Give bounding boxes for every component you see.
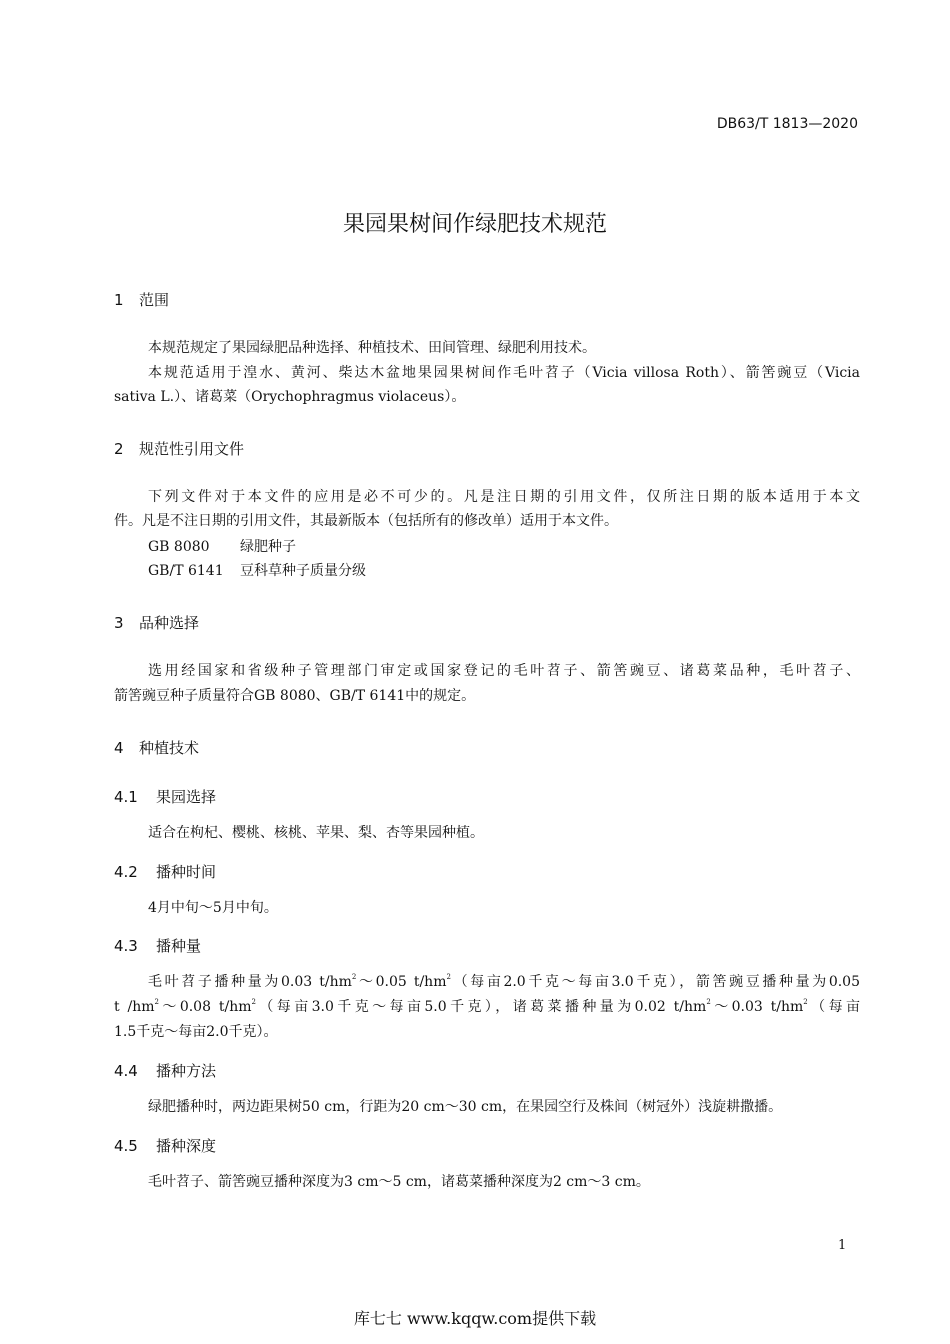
section-title: 品种选择: [139, 614, 200, 632]
section-3-heading: [114, 612, 199, 633]
sowing-depth-text: 毛叶苕子、箭筈豌豆播种深度为3 cm～5 cm，诸葛菜播种深度为2 cm～3 cm。: [148, 1174, 650, 1190]
section-number: 4: [114, 739, 124, 757]
references-intro-line-1: 下列文件对于本文件的应用是必不可少的。凡是注日期的引用文件，仅所注日期的版本适用于本文: [148, 489, 860, 505]
subsection-title: 播种时间: [156, 863, 217, 881]
seeding-rate-line-2: t $/hm^2\sim 0.08$ $t/hm^2$（每亩3.0千克～每亩5.0千克），诸葛菜播种量为0.02 $t/hm^2\sim 0.03$ $t/hm^2$（每亩: [114, 998, 861, 1015]
download-source-footer: 库七七 www.kqqw.com提供下载: [353, 1309, 597, 1328]
subsection-4-2-heading: [114, 861, 216, 882]
orchard-selection-text: 适合在枸杞、樱桃、核桃、苹果、梨、杏等果园种植。: [148, 825, 484, 841]
subsection-title: 播种方法: [156, 1062, 217, 1080]
page-number: 1: [838, 1238, 847, 1253]
subsection-4-3-heading: [114, 935, 201, 956]
subsection-title: 果园选择: [156, 788, 217, 806]
reference-item: [148, 559, 366, 583]
variety-paragraph-line-2: 箭筈豌豆种子质量符合GB 8080、GB/T 6141中的规定。: [114, 688, 476, 704]
subsection-number: 4.3: [114, 937, 138, 955]
subsection-4-4-heading: [114, 1060, 216, 1081]
references-intro-line-2: 件。凡是不注日期的引用文件，其最新版本（包括所有的修改单）适用于本文件。: [114, 513, 618, 529]
variety-paragraph-line-1: 选用经国家和省级种子管理部门审定或国家登记的毛叶苕子、箭筈豌豆、诸葛菜品种，毛叶苕子、: [148, 663, 860, 679]
section-2-heading: [114, 438, 244, 459]
reference-item: [148, 535, 296, 559]
scope-paragraph-2-line-1: 本规范适用于湟水、黄河、柴达木盆地果园果树间作毛叶苕子（Vicia villosa Roth）、箭筈豌豆（Vicia: [148, 365, 860, 381]
subsection-title: 播种深度: [156, 1137, 217, 1155]
reference-code: GB 8080: [148, 539, 210, 555]
reference-name: 绿肥种子: [240, 539, 296, 555]
reference-name: 豆科草种子质量分级: [240, 563, 366, 579]
scope-paragraph-2-line-2: sativa L.）、诸葛菜（Orychophragmus violaceus）。: [114, 389, 466, 405]
subsection-number: 4.5: [114, 1137, 138, 1155]
document-code: DB63/T 1813—2020: [716, 116, 858, 132]
sowing-time-text: 4月中旬～5月中旬。: [148, 900, 278, 916]
subsection-number: 4.2: [114, 863, 138, 881]
document-title: 果园果树间作绿肥技术规范: [342, 212, 607, 237]
section-title: 范围: [139, 291, 170, 309]
section-title: 种植技术: [139, 739, 200, 757]
subsection-title: 播种量: [156, 937, 202, 955]
section-title: 规范性引用文件: [139, 440, 245, 458]
subsection-4-1-heading: [114, 786, 216, 807]
seeding-rate-line-3: 1.5千克～每亩2.0千克）。: [114, 1024, 278, 1040]
subsection-number: 4.1: [114, 788, 138, 806]
section-number: 2: [114, 440, 124, 458]
section-4-heading: [114, 737, 199, 758]
section-1-heading: [114, 289, 169, 310]
section-number: 3: [114, 614, 124, 632]
seeding-rate-line-1: 毛叶苕子播种量为0.03 $t/hm^2\sim 0.05$ $t/hm^2$（每亩2.0千克～每亩3.0千克），箭筈豌豆播种量为0.05: [148, 973, 860, 990]
subsection-number: 4.4: [114, 1062, 138, 1080]
sowing-method-text: 绿肥播种时，两边距果树50 cm，行距为20 cm～30 cm，在果园空行及株间（树冠外）浅旋耕撒播。: [148, 1099, 783, 1115]
subsection-4-5-heading: [114, 1135, 216, 1156]
section-number: 1: [114, 291, 124, 309]
reference-code: GB/T 6141: [148, 563, 224, 579]
scope-paragraph-1: 本规范规定了果园绿肥品种选择、种植技术、田间管理、绿肥利用技术。: [148, 340, 596, 356]
